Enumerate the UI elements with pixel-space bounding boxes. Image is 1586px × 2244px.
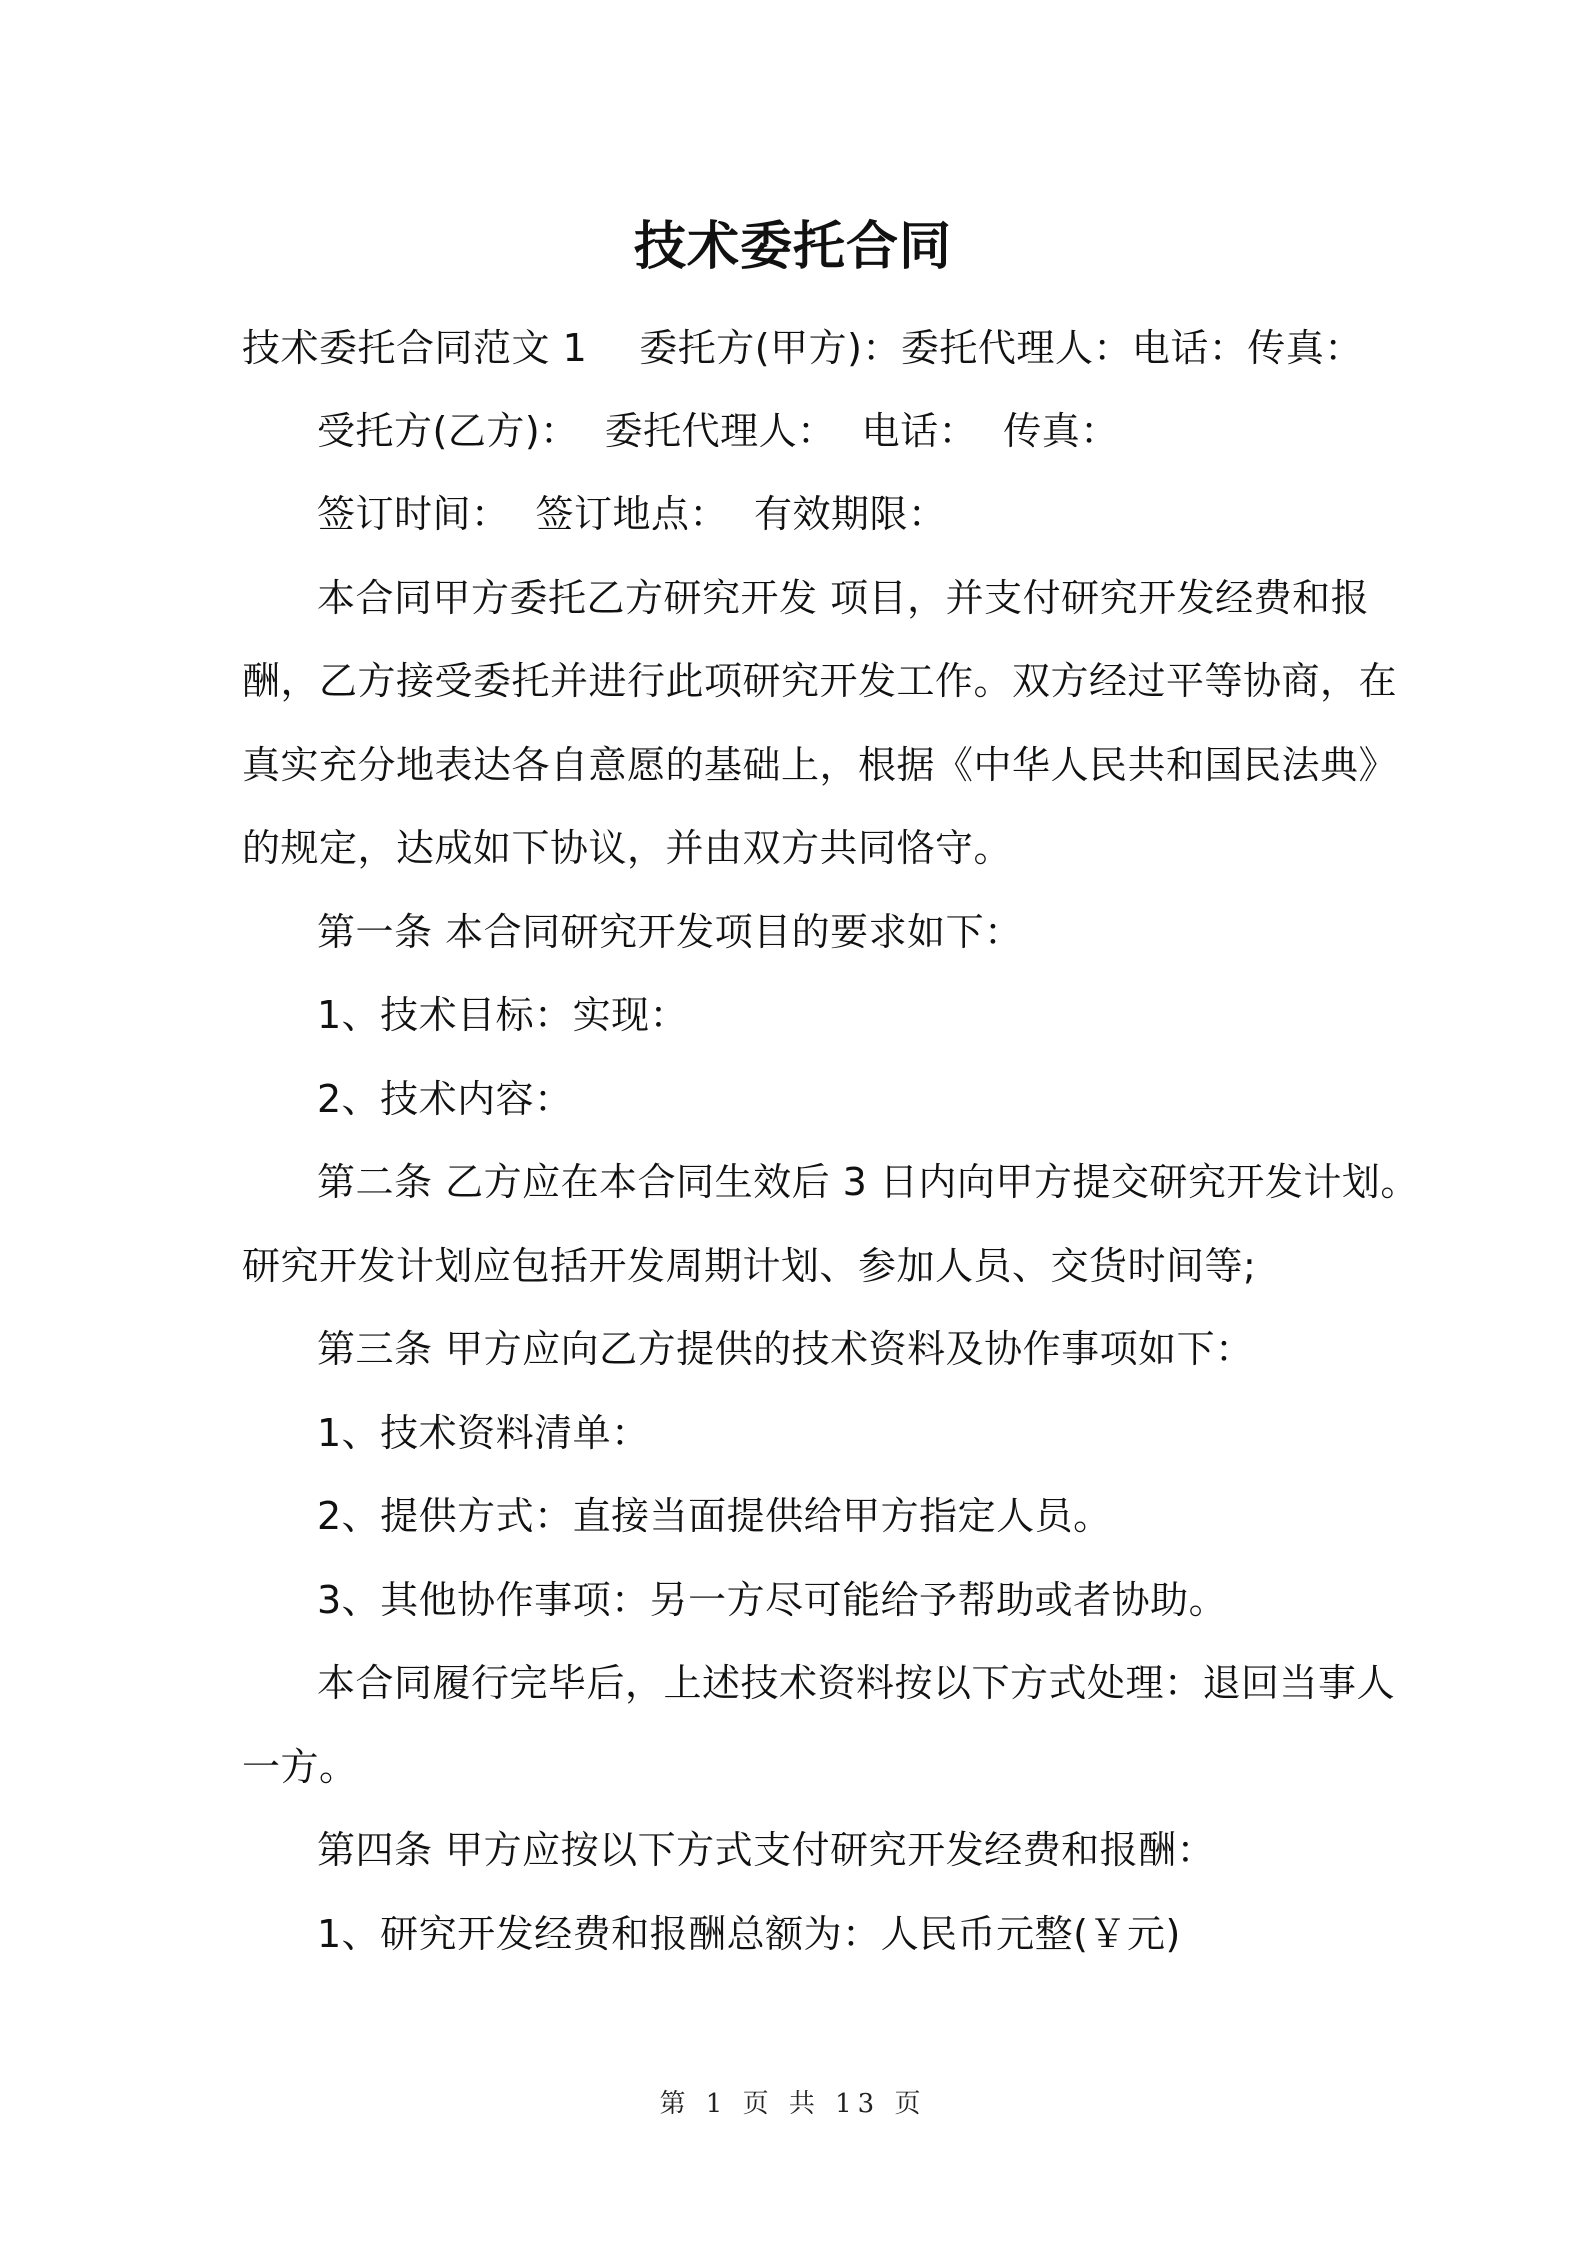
article-4-item: 1、研究开发经费和报酬总额为：人民币元整(￥元) xyxy=(317,1912,1181,1956)
article-4-heading: 第四条 甲方应按以下方式支付研究开发经费和报酬： xyxy=(317,1828,1216,1872)
trustee-party-label: 受托方(乙方)： xyxy=(317,409,579,453)
signing-line xyxy=(317,489,947,539)
parties-line-a xyxy=(242,323,1363,373)
article-3-heading: 第三条 甲方应向乙方提供的技术资料及协作事项如下： xyxy=(317,1327,1254,1371)
article-3-paragraph-line: 一方。 xyxy=(242,1745,358,1789)
document-title: 技术委托合同 xyxy=(633,217,952,277)
intro-paragraph-line: 的规定，达成如下协议，并由双方共同恪守。 xyxy=(242,826,1013,870)
article-3-item: 2、提供方式：直接当面提供给甲方指定人员。 xyxy=(317,1494,1112,1538)
validity-label: 有效期限： xyxy=(754,492,947,536)
article-3-item: 3、其他协作事项：另一方尽可能给予帮助或者协助。 xyxy=(317,1578,1228,1622)
intro-paragraph-line: 酬，乙方接受委托并进行此项研究开发工作。双方经过平等协商，在 xyxy=(242,659,1398,703)
article-2-line: 第二条 乙方应在本合同生效后 3 日内向甲方提交研究开发计划。 xyxy=(317,1160,1419,1204)
intro-paragraph-line: 本合同甲方委托乙方研究开发 项目，并支付研究开发经费和报 xyxy=(317,576,1370,620)
article-2-line: 研究开发计划应包括开发周期计划、参加人员、交货时间等; xyxy=(242,1244,1257,1288)
signing-place-label: 签订地点： xyxy=(535,492,729,536)
trustee-fax-label: 传真： xyxy=(1003,409,1119,453)
article-3-item: 1、技术资料清单： xyxy=(317,1411,650,1455)
trustee-phone-label: 电话： xyxy=(861,409,978,453)
page-number-footer: 第 1 页 共 13 页 xyxy=(659,2089,927,2119)
parties-line-b xyxy=(317,406,1119,456)
trustee-agent-label: 委托代理人： xyxy=(604,409,836,453)
article-1-heading: 第一条 本合同研究开发项目的要求如下： xyxy=(317,910,1023,954)
principal-party-fields: 委托方(甲方)：委托代理人：电话：传真： xyxy=(639,326,1363,370)
intro-paragraph-line: 真实充分地表达各自意愿的基础上，根据《中华人民共和国民法典》 xyxy=(242,743,1398,787)
sample-label: 技术委托合同范文 1 xyxy=(242,326,588,370)
article-1-item: 2、技术内容： xyxy=(317,1077,573,1121)
article-3-paragraph-line: 本合同履行完毕后，上述技术资料按以下方式处理：退回当事人 xyxy=(317,1661,1396,1705)
article-1-item: 1、技术目标：实现： xyxy=(317,993,689,1037)
signing-time-label: 签订时间： xyxy=(317,492,510,536)
